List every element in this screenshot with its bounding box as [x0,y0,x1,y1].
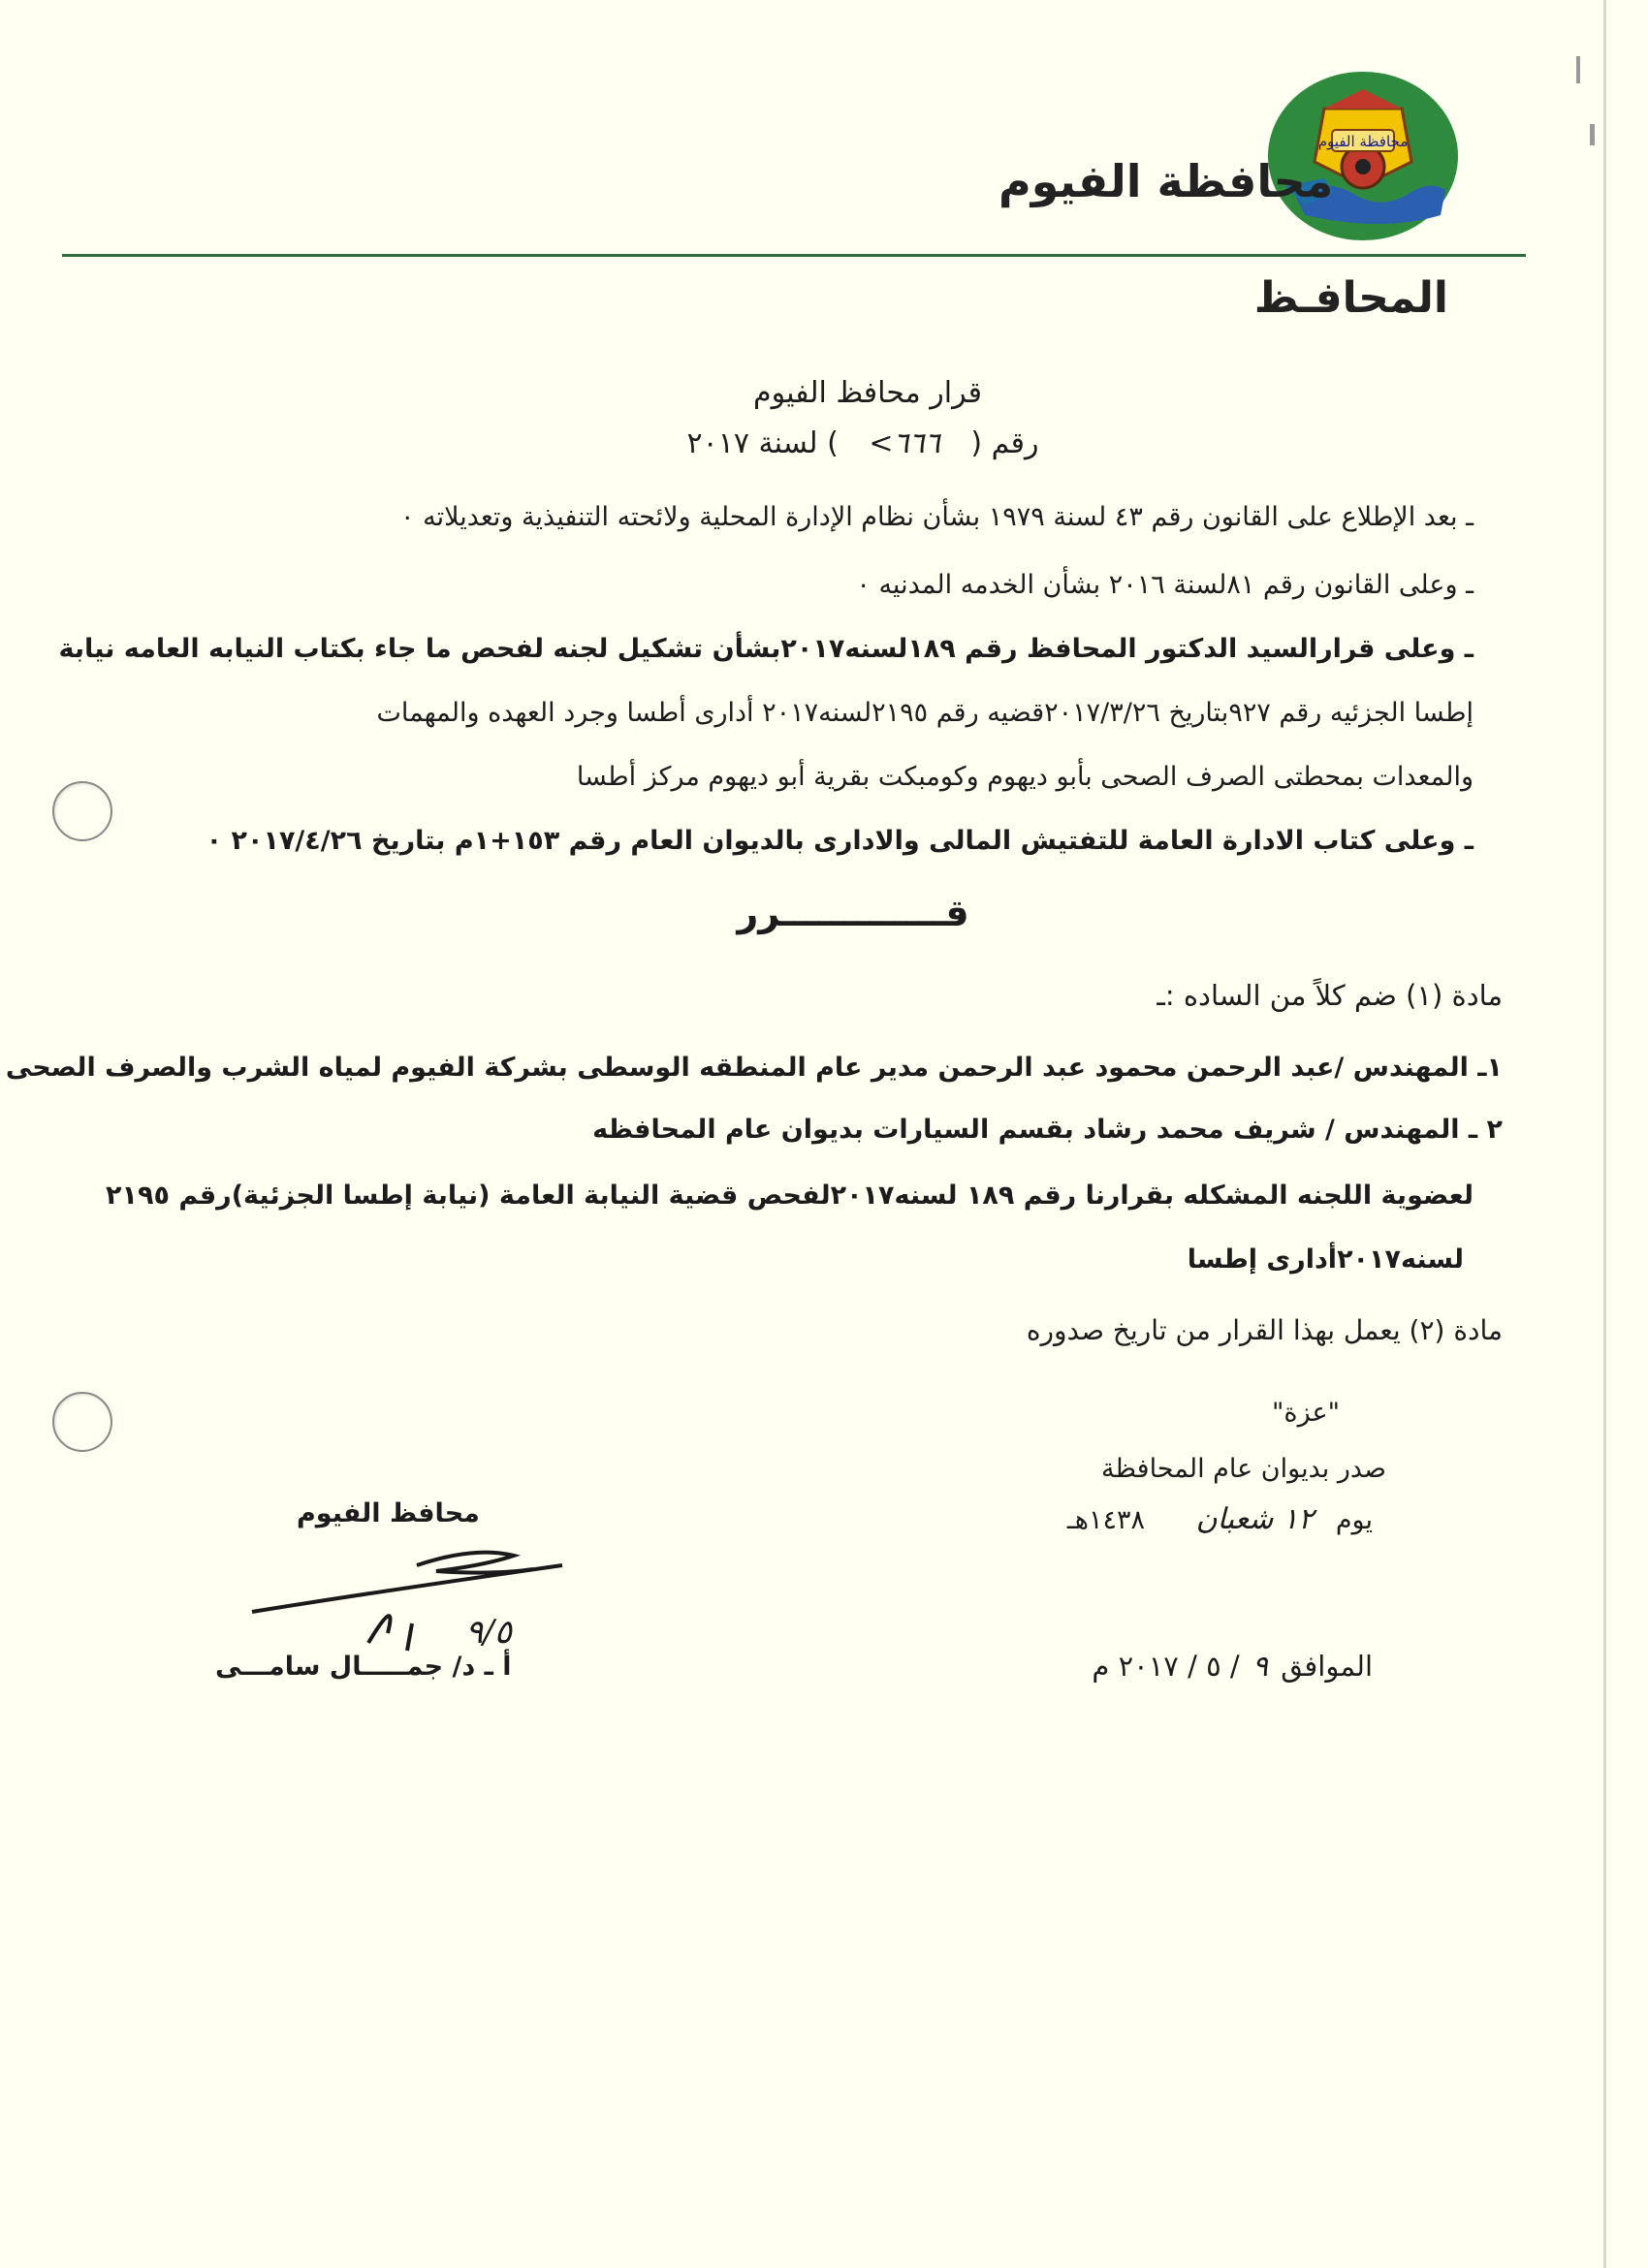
governorate-name: محافظة الفيوم [998,155,1334,207]
article-1-item: ١ـ المهندس /عبد الرحمن محمود عبد الرحمن مدير عام المنطقه الوسطى بشركة الفيوم لمياه الشرب والصرف الصحى [5,1053,1503,1083]
article-1-item: ٢ ـ المهندس / شريف محمد رشاد بقسم السيارات بديوان عام المحافظه [592,1115,1503,1145]
header-rule [62,254,1526,257]
emblem-text: محافظة الفيوم [1317,133,1409,150]
membership-line: لعضوية اللجنه المشكله بقرارنا رقم ١٨٩ لسنه٢٠١٧لفحص قضية النيابة العامة (نيابة إطسا الجزئية)رقم ٢١٩٥ [106,1181,1474,1211]
scan-speck [1590,124,1595,145]
preamble-line: إطسا الجزئيه رقم ٩٢٧بتاريخ ٢٠١٧/٣/٢٦قضيه رقم ٢١٩٥لسنه٢٠١٧ أدارى أطسا وجرد العهده والمهمات [376,698,1474,728]
handwritten-signature [242,1527,591,1711]
decided-heading: قـــــــــــــرر [737,892,969,934]
preamble-line: ـ وعلى كتاب الادارة العامة للتفتيش المالى والادارى بالديوان العام رقم ١٥٣+١م بتاريخ ٢٠١٧/٤/٢٦ ٠ [206,826,1474,856]
hijri-year: ١٤٣٨هـ [1066,1505,1146,1535]
decree-number-suffix: ) لسنة ٢٠١٧ [686,426,839,460]
decree-number-handwritten: ٦٦٦> [869,426,940,460]
preamble-line: ـ وعلى القانون رقم ٨١لسنة ٢٠١٦ بشأن الخدمه المدنيه ٠ [856,570,1474,600]
article-2-text: مادة (٢) يعمل بهذا القرار من تاريخ صدوره [1026,1314,1503,1346]
day-handwritten: ١٢ شعبان [1195,1502,1315,1536]
gregorian-prefix: الموافق [1281,1650,1373,1683]
preamble-line: ـ بعد الإطلاع على القانون رقم ٤٣ لسنة ١٩٧٩ بشأن نظام الإدارة المحلية ولائحته التنفيذية وتعديلاته ٠ [400,502,1474,532]
scan-edge [1603,0,1606,2268]
decree-number-prefix: رقم ( [970,426,1039,460]
day-prefix: يوم [1335,1505,1373,1535]
gregorian-date-line [1092,1650,1373,1684]
issued-at: صدر بديوان عام المحافظة [1101,1454,1386,1484]
office-title: المحافـظ [1253,273,1448,323]
hijri-date-line [1067,1502,1373,1536]
closing-salutation: "عزة" [1272,1398,1340,1428]
article-1-heading: مادة (١) ضم كلاً من الساده :ـ [1157,979,1503,1012]
signatory-name: أ ـ د/ جمـــــال سامـــى [215,1652,512,1682]
membership-line: لسنه٢٠١٧أدارى إطسا [1187,1244,1464,1275]
scan-speck [1576,56,1580,83]
gregorian-handwritten: ٩ [1252,1650,1269,1684]
punch-hole [52,1392,112,1452]
preamble-line: ـ وعلى قرارالسيد الدكتور المحافظ رقم ١٨٩لسنه٢٠١٧بشأن تشكيل لجنه لفحص ما جاء بكتاب النيابه العامه نيابة [58,634,1474,664]
preamble-line: والمعدات بمحطتى الصرف الصحى بأبو ديهوم وكومبكت بقرية أبو ديهوم مركز أطسا [576,762,1474,792]
punch-hole [52,781,112,841]
gregorian-rest: / ٥ / ٢٠١٧ م [1092,1650,1240,1683]
signatory-title: محافظ الفيوم [297,1498,480,1528]
signature-date: ٩/٥ [465,1613,512,1652]
decree-title: قرار محافظ الفيوم [753,376,982,410]
decree-number-line [0,426,1648,460]
